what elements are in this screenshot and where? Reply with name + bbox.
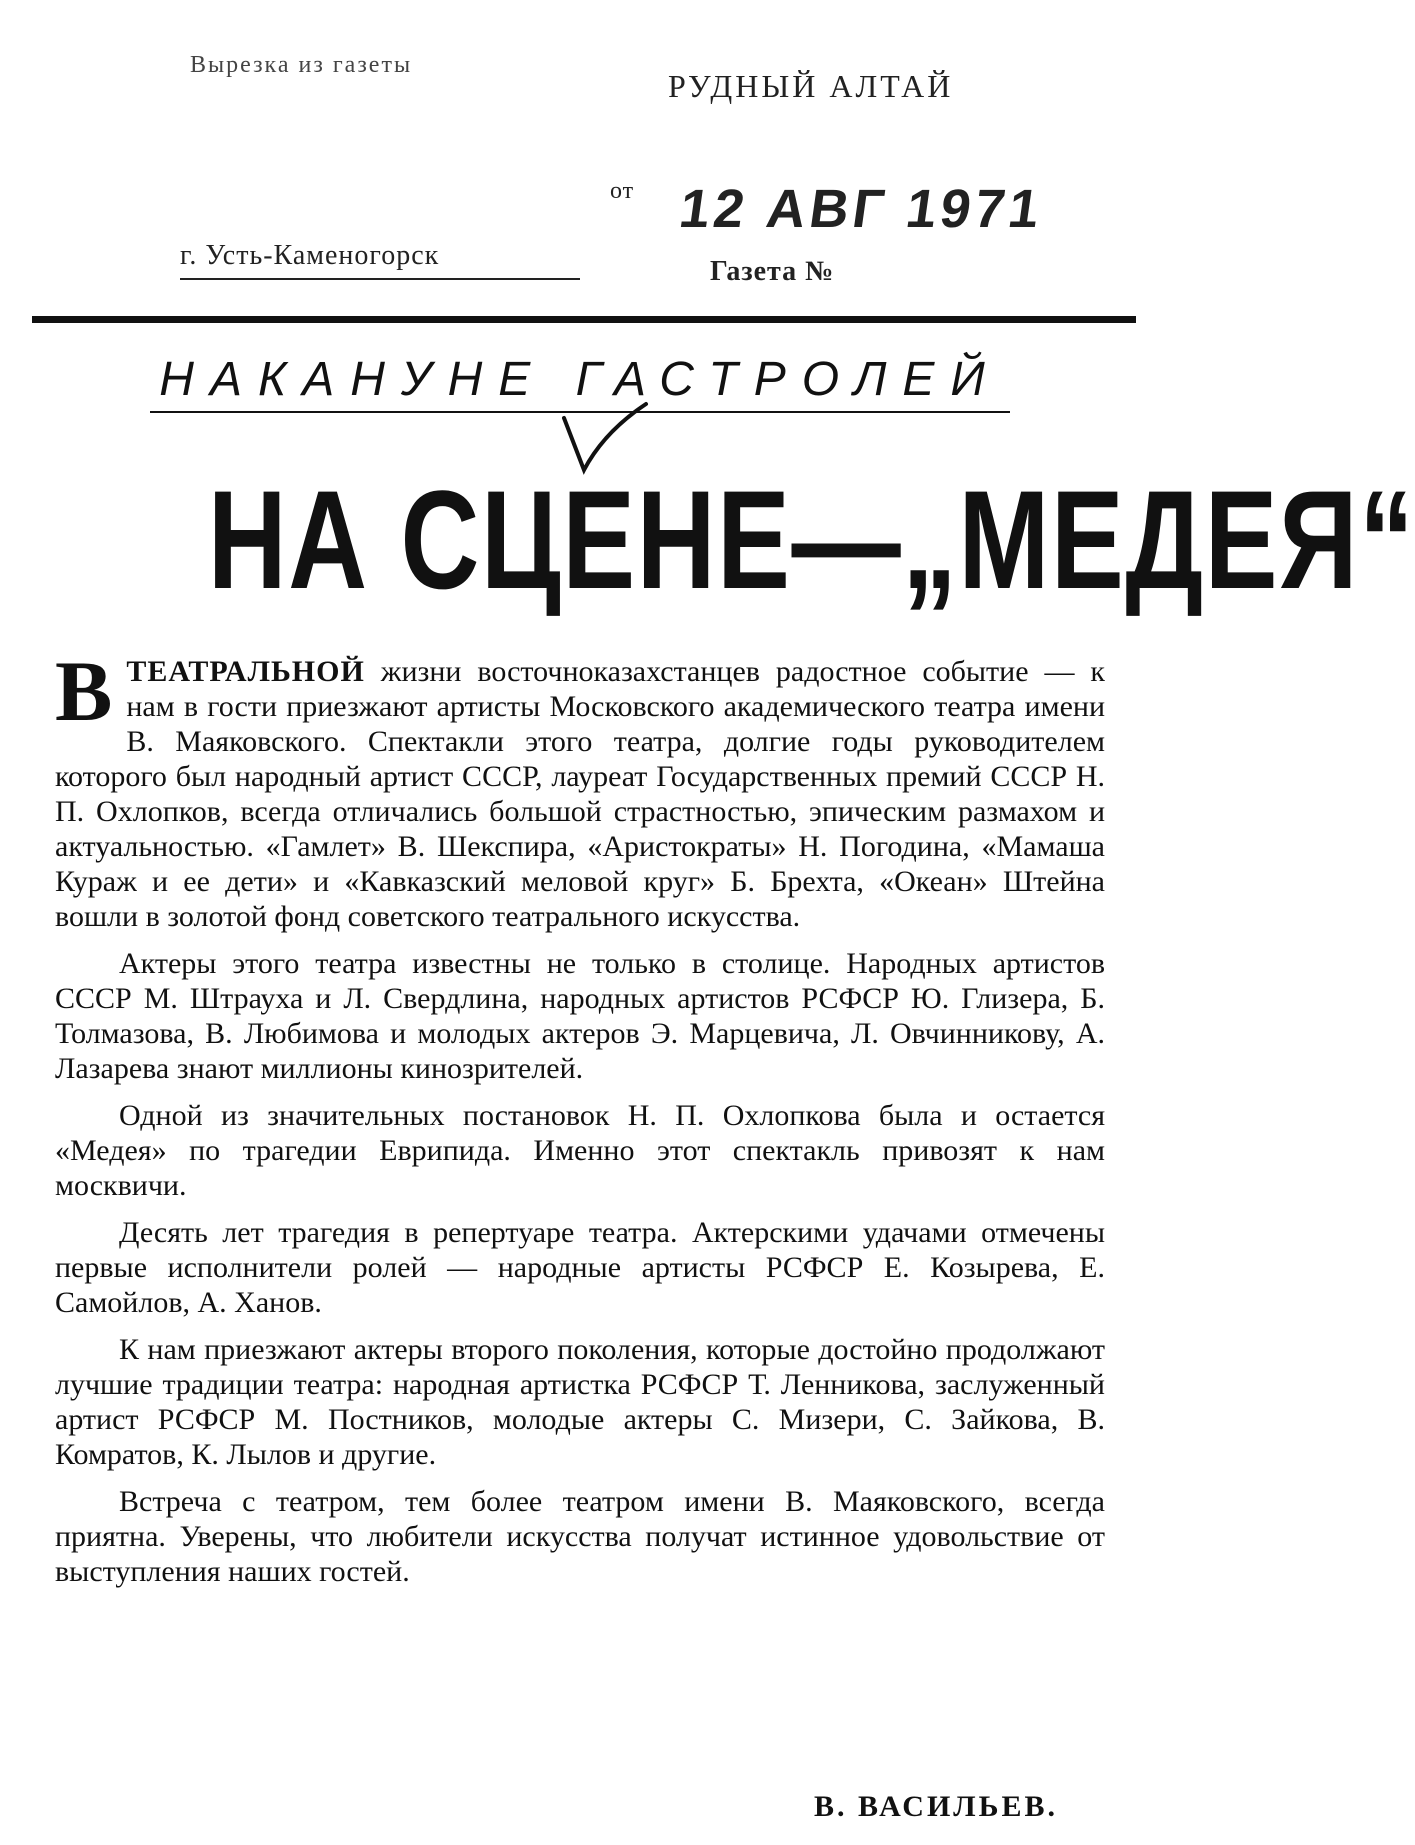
drop-cap: В [55,643,113,739]
paragraph: Десять лет трагедия в репертуаре театра. Актерскими удачами отмечены первые исполнители ролей — народные артисты РСФСР Е. Козырева, Е. Самойлов, А. Ханов. [55,1216,1105,1319]
paragraph: Встреча с театром, тем более театром имени В. Маяковского, всегда приятна. Уверены, что любители искусства получат истинное удовольствие от выступления наших гостей. [55,1485,1105,1588]
clipping-source-label: Вырезка из газеты [190,52,413,78]
paragraph: К нам приезжают актеры второго поколения, которые достойно продолжают лучшие традиции театра: народная артистка РСФСР Т. Ленникова, заслуженный артист РСФСР М. Постников, молодые актеры С. Мизери, С. Зайкова, В. Комратов, К. Лылов и другие. [55,1333,1105,1471]
lead-word: ТЕАТРАЛЬНОЙ [126,655,365,688]
date-stamp: 12 АВГ 1971 [675,179,1048,239]
article-body [55,643,1105,1589]
paragraph: Одной из значительных постановок Н. П. Охлопкова была и остается «Медея» по трагедии Еврипида. Именно этот спектакль привозят к нам москвичи. [55,1099,1105,1202]
rubric-title: НАКАНУНЕ ГАСТРОЛЕЙ [150,352,1010,413]
author-signature: В. ВАСИЛЬЕВ. [813,1790,1058,1823]
headline: НА СЦЕНЕ—„МЕДЕЯ“ [207,461,1415,618]
city-label: г. Усть-Каменогорск [180,240,580,280]
paragraph [55,643,1105,934]
date-prefix: от [610,178,635,204]
issue-number-label: Газета № [710,256,835,287]
paragraph: Актеры этого театра известны не только в столице. Народных артистов СССР М. Штрауха и Л. Свердлина, народных артистов РСФСР Ю. Глизера, Б. Толмазова, В. Любимова и молодых актеров Э. Марцевича, Л. Овчинникову, А. Лазарева знают миллионы кинозрителей. [55,947,1105,1085]
header-divider [32,316,1136,323]
paragraph-text: жизни восточноказахстанцев радостное событие — к нам в гости приезжают артисты Московского академического театра имени В. Маяковского. Спектакли этого театра, долгие годы руководителем которого был народный артист СССР, лауреат Государственных премий СССР Н. П. Охлопков, всегда отличались большой страстностью, эпическим размахом и актуальностью. «Гамлет» В. Шекспира, «Аристократы» Н. Погодина, «Мамаша Кураж и ее дети» и «Кавказский меловой круг» Б. Брехта, «Океан» Штейна вошли в золотой фонд советского театрального искусства. [55,655,1105,933]
newspaper-name: РУДНЫЙ АЛТАЙ [668,68,954,104]
